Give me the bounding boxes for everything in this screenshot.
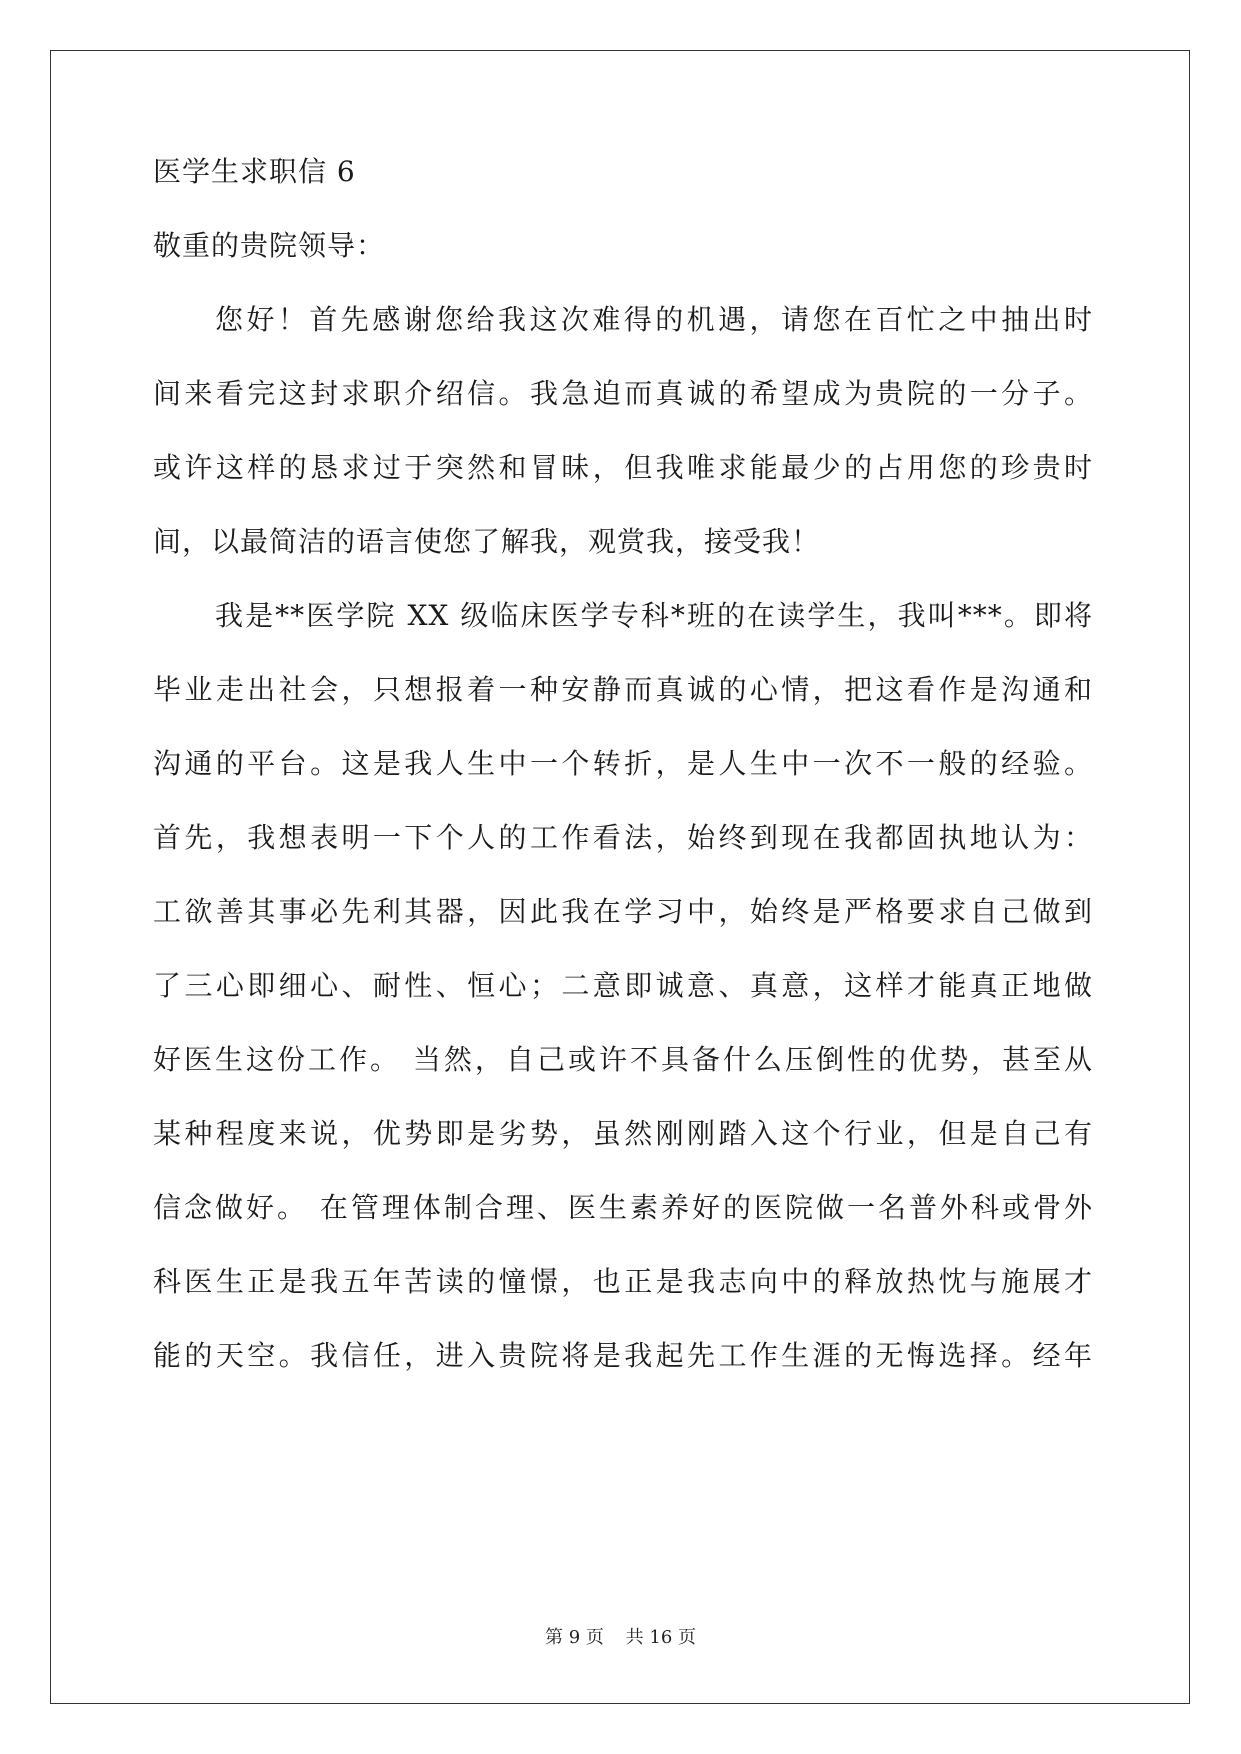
paragraph-line: 间来看完这封求职介绍信。我急迫而真诚的希望成为贵院的一分子。 bbox=[153, 377, 1093, 410]
paragraph-line: 了三心即细心、耐性、恒心；二意即诚意、真意，这样才能真正地做 bbox=[153, 969, 1093, 1002]
paragraph-line: 科医生正是我五年苦读的憧憬，也正是我志向中的释放热忱与施展才 bbox=[153, 1265, 1093, 1298]
paragraph-line: 能的天空。我信任，进入贵院将是我起先工作生涯的无悔选择。经年 bbox=[153, 1339, 1093, 1372]
paragraph-line: 毕业走出社会，只想报着一种安静而真诚的心情，把这看作是沟通和 bbox=[153, 673, 1093, 706]
page-border bbox=[50, 50, 1190, 1704]
paragraph-line: 或许这样的恳求过于突然和冒昧，但我唯求能最少的占用您的珍贵时 bbox=[153, 451, 1093, 484]
paragraph-line: 信念做好。 在管理体制合理、医生素养好的医院做一名普外科或骨外 bbox=[153, 1191, 1093, 1224]
paragraph-line: 您好！首先感谢您给我这次难得的机遇，请您在百忙之中抽出时 bbox=[215, 303, 1093, 336]
paragraph-line: 好医生这份工作。 当然，自己或许不具备什么压倒性的优势，甚至从 bbox=[153, 1043, 1093, 1076]
salutation: 敬重的贵院领导： bbox=[153, 229, 386, 262]
paragraph-line: 沟通的平台。这是我人生中一个转折，是人生中一次不一般的经验。 bbox=[153, 747, 1093, 780]
document-title: 医学生求职信 6 bbox=[153, 155, 356, 188]
page-total: 共 16 页 bbox=[625, 1627, 696, 1648]
paragraph-line: 我是**医学院 XX 级临床医学专科*班的在读学生，我叫***。即将 bbox=[215, 599, 1093, 632]
paragraph-line: 首先，我想表明一下个人的工作看法，始终到现在我都固执地认为： bbox=[153, 821, 1093, 854]
page-footer bbox=[0, 1626, 1241, 1650]
paragraph-line: 某种程度来说，优势即是劣势，虽然刚刚踏入这个行业，但是自己有 bbox=[153, 1117, 1093, 1150]
paragraph-line: 工欲善其事必先利其器，因此我在学习中，始终是严格要求自己做到 bbox=[153, 895, 1093, 928]
page-number: 第 9 页 bbox=[545, 1627, 604, 1648]
paragraph-line: 间，以最简洁的语言使您了解我，观赏我，接受我！ bbox=[153, 525, 821, 558]
